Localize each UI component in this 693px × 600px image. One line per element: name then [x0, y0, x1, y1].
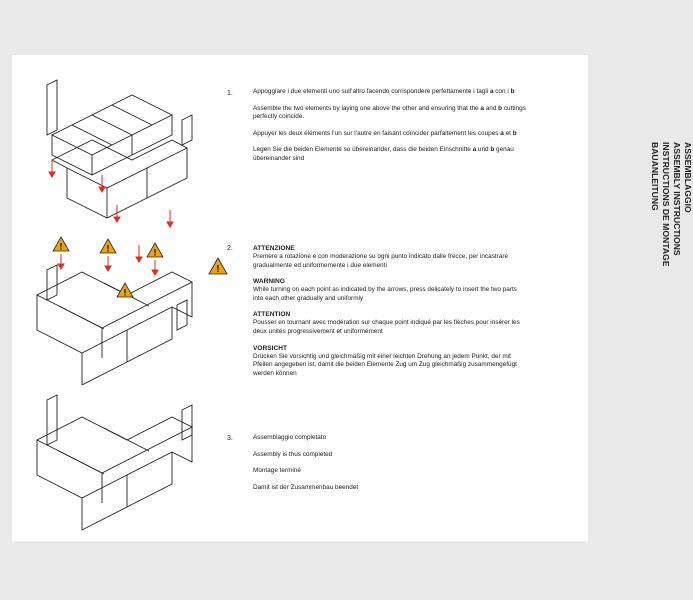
page-side-title: [543, 142, 693, 266]
warning-heading: ATTENTION: [253, 311, 291, 319]
warning-triangle-icon: [52, 235, 187, 305]
instruction-page: [12, 55, 693, 541]
step-1-number: 1.: [227, 90, 233, 97]
warning-block-german: [253, 344, 528, 379]
title-german: BAUANLEITUNG: [650, 142, 660, 211]
step-2-text: [253, 244, 528, 385]
step-1-text: [253, 88, 528, 172]
step-1-french: Appuyer les deux éléments l’un sur l’autre en faisant coïncider parfaitement les coupes a et b: [253, 129, 517, 137]
step-3-number: 3.: [227, 435, 233, 442]
step-1-italian: Appoggiare i due elementi uno sull’altro facendo corrispondere perfettamente i tagli a con i b: [253, 88, 515, 95]
warning-text: Premere a rotazione e con moderazione su ogni punto indicato dalle frecce, per incastrare gradualmente ed uniformemente i due elementi: [253, 253, 509, 269]
warning-text: Pousser en tournant avec modération sur chaque point indiqué par les flèches pour insérer les deux unités progressivement et uniformément: [253, 319, 520, 335]
warning-block-french: [253, 310, 528, 336]
step-3-line: Assemblaggio completato: [253, 434, 327, 441]
warning-block-italian: [253, 244, 528, 270]
warning-text: Drücken Sie vorsichtig und gleichmäßig mit einer leichten Drehung an jedem Punkt, der mit Pfeilen angegeben ist, damit die beiden Elemente Zug um Zug gleichmäßig zusammengefügt werden können: [253, 352, 517, 377]
warning-text: While turning on each point as indicated by the arrows, press delicately to insert the two parts into each other gradually and uniformly: [253, 286, 517, 302]
step-3-text: [253, 434, 528, 500]
warning-heading: WARNING: [253, 278, 285, 286]
svg-text:!: !: [59, 241, 63, 252]
step-3-illustration: [32, 395, 207, 545]
svg-text:!: !: [216, 264, 220, 275]
step-2-number: 2.: [227, 245, 233, 252]
title-italian: ASSEMBLAGGIO: [683, 142, 693, 213]
svg-text:!: !: [123, 287, 127, 298]
warning-block-english: [253, 277, 528, 303]
step-1-english: Assemble the two elements by laying one above the other and ensuring that the a and b cuttings perfectly coincide.: [253, 104, 526, 121]
warning-triangle-icon: [208, 257, 228, 275]
warning-heading: VORSICHT: [253, 344, 288, 352]
step-3-line: Assembly is thus completed: [253, 450, 333, 458]
svg-text:!: !: [106, 243, 110, 254]
step-1-german: Legen Sie die beiden Elemente so übereinander, dass die beiden Einschnitte a und b genau übereinander sind: [253, 146, 514, 162]
svg-text:!: !: [153, 247, 157, 258]
step-3-line: Montage terminé: [253, 467, 301, 475]
title-french: INSTRUCTIONS DE MONTAGE: [661, 142, 671, 267]
warning-heading: ATTENZIONE: [253, 245, 295, 252]
step-3-line: Damit ist der Zusammenbau beendet: [253, 483, 359, 491]
title-english: ASSEMBLY INSTRUCTIONS: [672, 142, 682, 256]
